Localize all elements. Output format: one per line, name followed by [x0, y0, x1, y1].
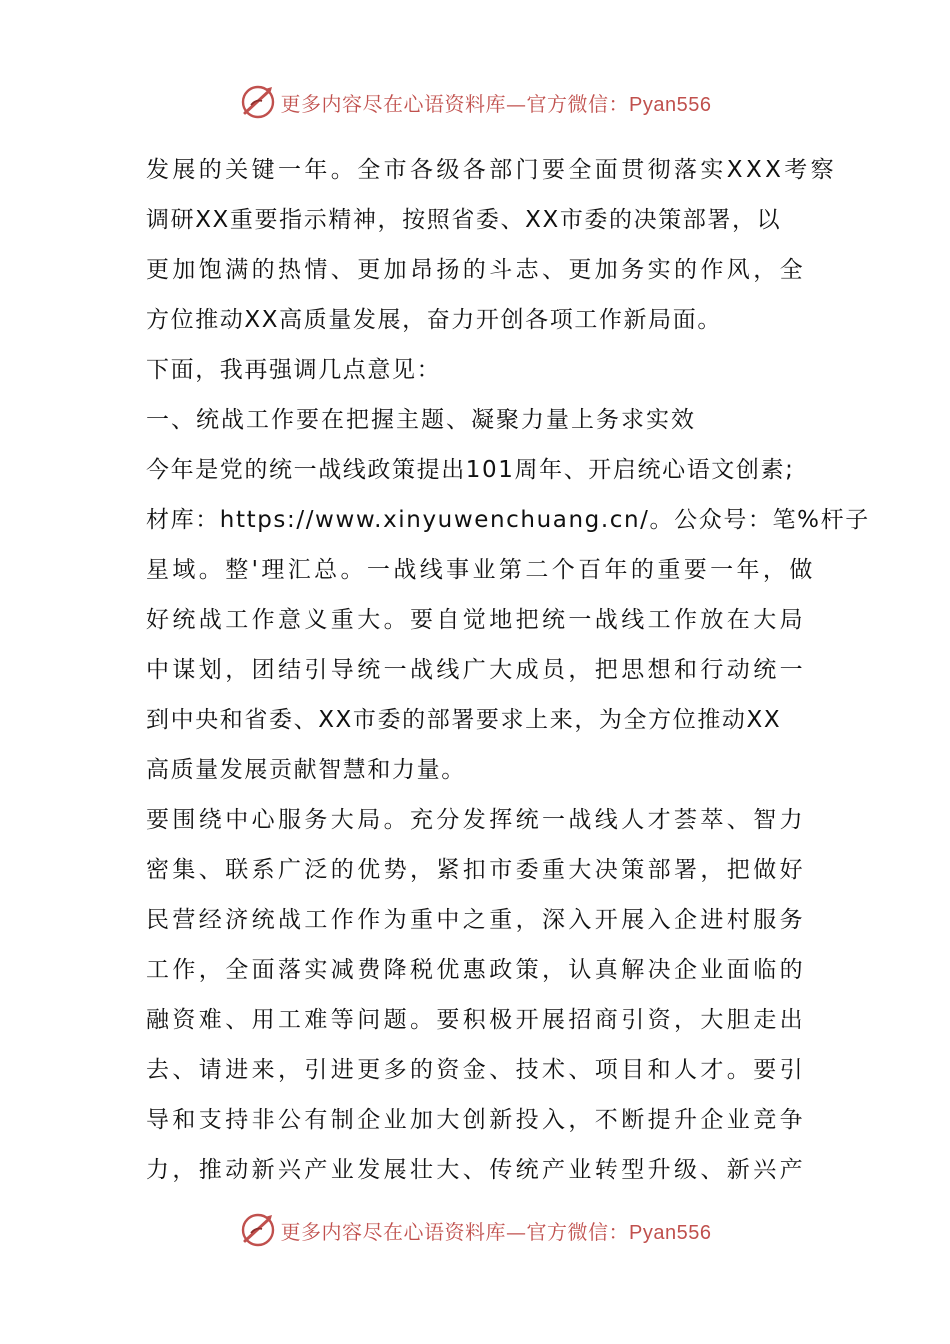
banner-separator: — [506, 91, 527, 116]
banner-text [281, 88, 712, 117]
body-line: 工作，全面落实减费降税优惠政策，认真解决企业面临的 [146, 957, 806, 983]
body-line: 力，推动新兴产业发展壮大、传统产业转型升级、新兴产 [146, 1157, 806, 1183]
banner-wechat-id: Pyan556 [629, 1221, 712, 1244]
body-line: 发展的关键一年。全市各级各部门要全面贯彻落实XXX考察 [146, 157, 838, 183]
body-line: 方位推动XX高质量发展，奋力开创各项工作新局面。 [146, 307, 722, 333]
banner-title: 更多内容尽在心语资料库 [280, 91, 507, 116]
banner-separator: — [506, 1219, 527, 1244]
body-line: 星域。整'理汇总。一战线事业第二个百年的重要一年，做 [146, 557, 816, 583]
body-line: 导和支持非公有制企业加大创新投入，不断提升企业竞争 [146, 1107, 806, 1133]
section-heading: 一、统战工作要在把握主题、凝聚力量上务求实效 [146, 407, 696, 433]
body-line: 高质量发展贡献智慧和力量。 [146, 757, 466, 783]
body-line: 今年是党的统一战线政策提出101周年、开启统心语文创素; [146, 457, 795, 483]
body-line: 更加饱满的热情、更加昂扬的斗志、更加务实的作风，全 [146, 257, 806, 283]
body-line: 去、请进来，引进更多的资金、技术、项目和人才。要引 [146, 1057, 806, 1083]
body-line: 民营经济统战工作作为重中之重，深入开展入企进村服务 [146, 907, 806, 933]
banner-text [281, 1216, 712, 1245]
banner-official-label: 官方微信： [526, 91, 630, 116]
body-line: 要围绕中心服务大局。充分发挥统一战线人才荟萃、智力 [146, 807, 806, 833]
body-line: 下面，我再强调几点意见： [146, 357, 442, 383]
document-body [146, 145, 870, 1195]
body-line: 调研XX重要指示精神，按照省委、XX市委的决策部署，以 [146, 207, 782, 233]
footer-banner [0, 1208, 950, 1252]
body-line: 材库：https://www.xinyuwenchuang.cn/。公众号：笔%杆子 [146, 507, 870, 533]
body-line: 到中央和省委、XX市委的部署要求上来，为全方位推动XX [146, 707, 782, 733]
body-line: 中谋划，团结引导统一战线广大成员，把思想和行动统一 [146, 657, 806, 683]
banner-wechat-id: Pyan556 [629, 93, 712, 116]
header-banner [0, 80, 950, 124]
body-line: 好统战工作意义重大。要自觉地把统一战线工作放在大局 [146, 607, 806, 633]
pen-logo-icon [239, 1211, 277, 1249]
body-line: 密集、联系广泛的优势，紧扣市委重大决策部署，把做好 [146, 857, 806, 883]
banner-official-label: 官方微信： [526, 1219, 630, 1244]
banner-title: 更多内容尽在心语资料库 [280, 1219, 507, 1244]
body-line: 融资难、用工难等问题。要积极开展招商引资，大胆走出 [146, 1007, 806, 1033]
pen-logo-icon [239, 83, 277, 121]
